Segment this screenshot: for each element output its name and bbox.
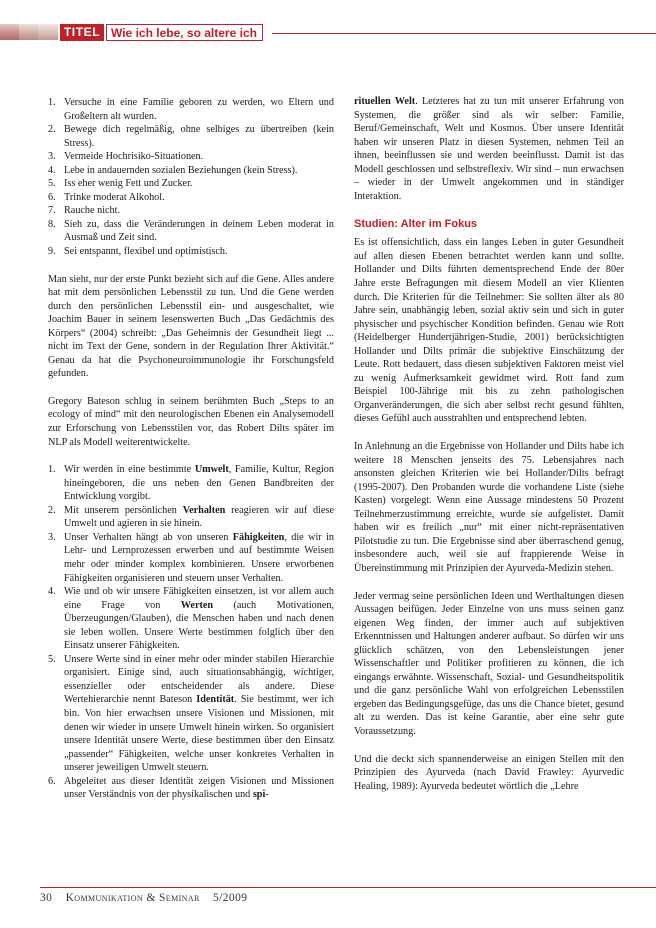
list-item: 5. Iss eher wenig Fett und Zucker.	[48, 178, 193, 190]
left-column	[48, 96, 334, 802]
list-item: 6. Abgeleitet aus dieser Identität zeigen Visionen und Missionen unser Verständnis von der physikalischen und spi-	[48, 775, 334, 801]
list-item: 4. Wie und ob wir unsere Fähigkeiten einsetzen, ist vor allem auch eine Frage von Werten (auch Motivationen, Überzeugungen/Glauben), die Menschen haben und nach denen sie leben wollen. Unsere Werte bestimmen folglich über den Einsatz unserer Fähigkeiten.	[48, 586, 335, 652]
body-paragraph: Es ist offensichtlich, dass ein langes Leben in guter Gesundheit auf allen diesen Ebenen betrachtet werden kann und sollte. Hollander und Dilts führten dementsprechend Ende der 80er Jahre erste Befragungen mit diesem Modell an vier Klienten durch. Die Kriterien für die Teilnehmer: Sie sollten älter als 80 Jahre sein, unabhängig leben, sozial aktiv sein und sich in guter physischer und psychischer Kondition befinden. Genau wie Rott (Heidelberger Hundertjährigen-Studie, 2001) berücksichtigten Hollander und Dilts primär die subjektive Einschätzung der Leute. Rott bedauert, dass diesen subjektiven Faktoren meist viel zu wenig Aufmerksamkeit gewidmet wird. Rott fand zum Beispiel 100-Jährige mit bis zu zehn pathologischen Organveränderungen, die sich aber selbst recht gesund fühlten, dieses Gefühl auch ausstrahlten und entsprechend lebten.	[354, 237, 624, 425]
body-paragraph: Und die deckt sich spannenderweise an einigen Stellen mit den Prinzipien des Ayurveda (nach David Frawley: Ayurvedic Healing, 1989): Ayurveda bedeutet wörtlich die „Lehre	[354, 753, 624, 792]
footer-divider	[40, 887, 656, 888]
list-item: 1. Wir werden in eine bestimmte Umwelt, Familie, Kultur, Region hineingeboren, die uns neben den Genen Bandbreiten der Entwicklung vorgibt.	[48, 464, 334, 503]
portrait-thumbnails	[0, 24, 58, 40]
list-item: 8. Sieh zu, dass die Veränderungen in deinem Leben moderat in Ausmaß und Zeit sind.	[48, 218, 334, 244]
header-divider	[272, 33, 656, 34]
section-heading: Studien: Alter im Fokus	[354, 218, 478, 231]
magazine-name: Kommunikation & Seminar	[65, 892, 200, 904]
list-item: 3. Vermeide Hochrisiko-Situationen.	[48, 151, 204, 163]
issue-number: 5/2009	[213, 892, 248, 904]
list-item: 1. Versuche in eine Familie geboren zu werden, wo Eltern und Großeltern alt wurden.	[48, 97, 334, 122]
page-footer	[40, 892, 247, 904]
list-item: 7. Rauche nicht.	[48, 205, 121, 217]
list-item: 5. Unsere Werte sind in einer mehr oder minder stabilen Hierarchie organisiert. Einige sind, auch situationsabhängig, wichtiger, essenzieller oder entscheidender als andere. Diese Wertehierarchie nennt Bateson Identität. Sie bestimmt, wer ich bin. Von hier erwachsen unsere Visionen und Missionen, mit denen wir wieder in unsere Umwelt hinein wirken. So organisiert unsere Identität unsere Werte, diese bestimmen über den Einsatz „passender“ Fähigkeiten, welche unser konkretes Verhalten in unserer jeweiligen Umwelt steuern.	[48, 653, 334, 774]
list-item: 6. Trinke moderat Alkohol.	[48, 191, 165, 203]
body-paragraph: Man sieht, nur der erste Punkt bezieht sich auf die Gene. Alles andere hat mit dem persönlichen Lebensstil zu tun. Und die Gene werden durch den persönlichen Lebensstil ein- und ausgeschaltet, wie Joachim Bauer in seinem lesenswerten Buch „Das Gedächtnis des Körpers“ (2004) schreibt: „Das Geheimnis der Gesundheit liegt ... nicht im Text der Gene, sondern in der Regulation Ihrer Aktivität.“ Genau da hat die Psychoneuroimmunologie ihr Forschungsfeld gefunden.	[48, 273, 334, 380]
page-number: 30	[40, 892, 53, 904]
list-item: 9. Sei entspannt, flexibel und optimistisch.	[48, 246, 228, 258]
list-item: 2. Bewege dich regelmäßig, ohne selbiges zu übertreiben (kein Stress).	[48, 124, 334, 149]
body-paragraph: Gregory Bateson schlug in seinem berühmten Buch „Steps to an ecology of mind“ mit den neurologischen Ebenen ein Analysemodell zur Erforschung von Lebensstilen vor, das Robert Dilts später im NLP als Modell weiterentwickelte.	[48, 395, 334, 448]
list-item: 3. Unser Verhalten hängt ab von unseren Fähigkeiten, die wir in Lehr- und Lernprozessen erwerben und auf bestimmte Weisen mehr oder minder komplex kombinieren. Unsere erworbenen Fähigkeiten organisieren und steuern unser Verhalten.	[48, 531, 335, 584]
body-paragraph: In Anlehnung an die Ergebnisse von Hollander und Dilts habe ich weitere 18 Menschen jenseits des 75. Lebensjahres nach ansonsten gleichen Kriterien wie bei Hollander/Dilts befragt (1995-2007). Den Probanden wurde die vorhandene Liste (siehe Kasten) vorgelegt. Wenn eine Aussage mindestens 50 Prozent Teilnehmerzustimmung erreichte, wurde sie aufgelistet. Damit haben wir es freilich „nur“ mit einer nicht-repräsentativen Pilotstudie zu tun. Die Ergebnisse sind aber überraschend genug, insbesondere auch, weil sie auf frappierende Weise in Übereinstimmung mit Prinzipien der Ayurveda-Medizin stehen.	[354, 441, 624, 574]
right-column	[354, 95, 624, 793]
list-item: 2. Mit unserem persönlichen Verhalten reagieren wir auf diese Umwelt und agieren in sie hinein.	[48, 504, 334, 530]
tips-list	[48, 96, 334, 259]
running-title: Wie ich lebe, so altere ich	[106, 24, 263, 41]
levels-list	[48, 463, 334, 802]
list-item: 4. Lebe in andauernden sozialen Beziehungen (kein Stress).	[48, 164, 298, 176]
portrait-thumbnail	[38, 24, 58, 40]
body-paragraph: rituellen Welt. Letzteres hat zu tun mit unserer Erfahrung von Systemen, die größer sind als wir selber: Familie, Beruf/Gemeinschaft, Welt und Kosmos. Über unsere Identität haben wir unseren Platz in diesen Systemen, nehmen Teil an ihnen, beeinflussen sie und werden beeinflusst. Damit ist das Modell geschlossen und selbstreflexiv. Wir sind – nun erwachsen – wieder in der Umwelt angekommen und in ständiger Interaktion.	[354, 96, 624, 202]
page-header	[0, 0, 656, 44]
section-badge: TITEL	[60, 24, 104, 41]
body-paragraph: Jeder vermag seine persönlichen Ideen und Werthaltungen diesen Aussagen beifügen. Jeder Einzelne von uns muss seinen ganz eigenen Weg finden, der immer auch auf subjektiven Erkenntnissen und Haltungen anderer aufbaut. So dürfen wir uns glücklich schätzen, von den Lebensleistungen jener Wissenschaftler und Politiker profitieren zu können, die ich eingangs erwähnte. Wissenschaft, Sozial- und Gesundheitspolitik und die ganz persönliche Wahl von erfolgreichen Lebensstilen ergeben das Bedingungsgefüge, das uns die Chance bietet, gesund alt zu werden. Das ist keine Garantie, aber eine sehr gute Voraussetzung.	[354, 590, 624, 737]
